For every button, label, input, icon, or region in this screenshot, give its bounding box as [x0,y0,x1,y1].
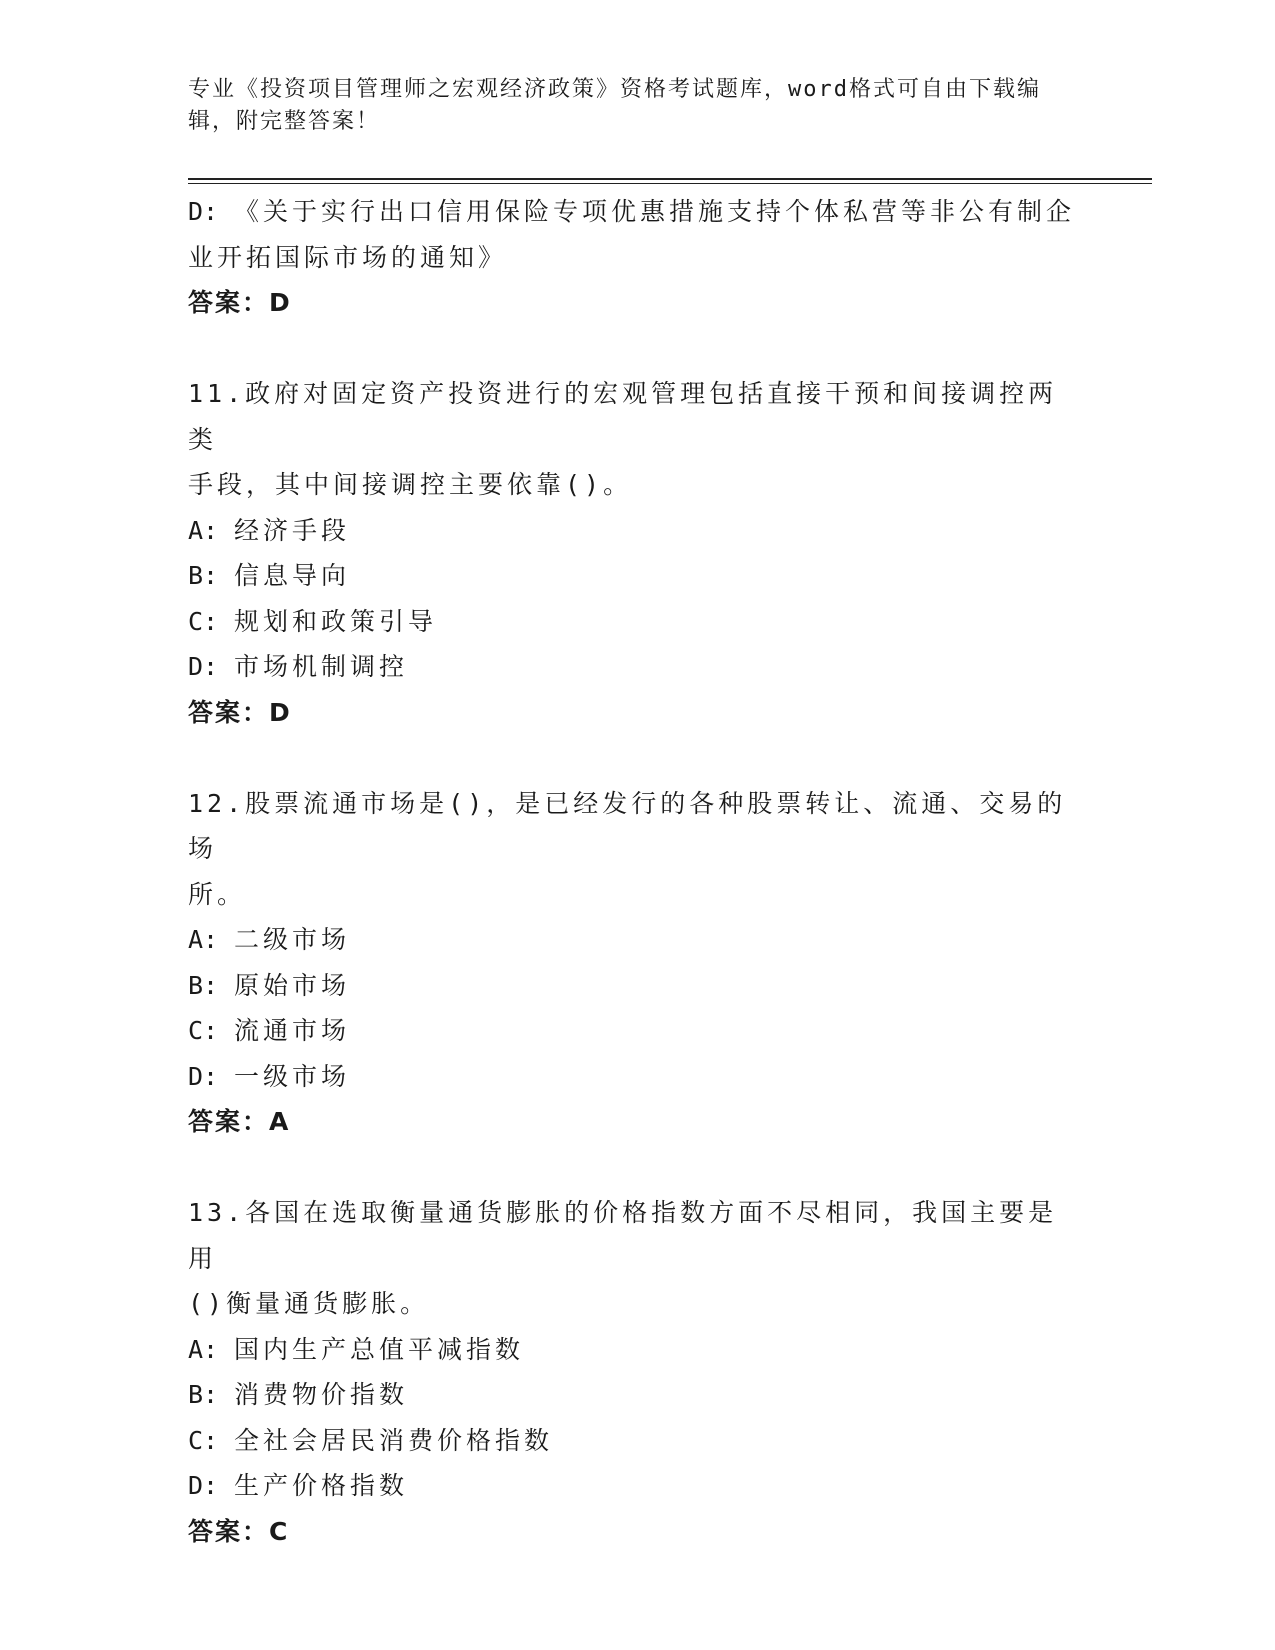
option-d [188,1463,1078,1509]
question-stem-continued: 所。 [188,879,247,909]
prev-option-d [188,189,1078,235]
option-text: 经济手段 [234,515,351,545]
option-a [188,917,1078,963]
option-text: 《关于实行出口信用保险专项优惠措施支持个体私营等非公有制企 [234,197,1076,226]
option-text: 市场机制调控 [234,652,409,681]
option-label: B: [188,970,219,1000]
option-c [188,1008,1078,1054]
option-text: 国内生产总值平减指数 [234,1334,525,1364]
option-label: C: [188,606,219,636]
option-b [188,1372,1078,1418]
spacer [188,735,1078,781]
option-text: 原始市场 [234,970,351,1000]
option-d [188,644,1078,690]
option-label: D: [188,1061,219,1091]
option-label: C: [188,1425,219,1455]
answer-line: 答案：A [188,1107,291,1136]
option-b [188,553,1078,599]
option-a [188,1327,1078,1373]
option-label: B: [188,561,219,590]
option-label: A: [188,925,219,954]
option-c [188,599,1078,645]
option-text: 二级市场 [234,925,351,954]
option-text: 流通市场 [234,1016,351,1045]
question-stem-continued: ()衡量通货膨胀。 [188,1289,430,1318]
option-text: 生产价格指数 [234,1471,409,1500]
option-b [188,963,1078,1009]
option-a [188,508,1078,554]
prev-option-d-continued: 业开拓国际市场的通知》 [188,242,508,272]
option-label: A: [188,515,219,545]
spacer [188,1145,1078,1191]
question-stem: 13.各国在选取衡量通货膨胀的价格指数方面不尽相同，我国主要是用 [188,1198,1058,1273]
option-label: D: [188,197,219,226]
question-stem: 12.股票流通市场是()，是已经发行的各种股票转让、流通、交易的场 [188,788,1067,863]
option-text: 信息导向 [234,561,351,590]
option-text: 一级市场 [234,1061,351,1091]
option-label: D: [188,652,219,681]
option-text: 消费物价指数 [234,1380,409,1409]
answer-line: 答案：D [188,697,292,727]
header-divider-thick [188,178,1152,180]
option-text: 规划和政策引导 [234,606,438,636]
question-stem: 11.政府对固定资产投资进行的宏观管理包括直接干预和间接调控两类 [188,379,1058,454]
question-content [188,189,1078,1554]
option-d [188,1054,1078,1100]
option-label: D: [188,1471,219,1500]
page-header: 专业《投资项目管理师之宏观经济政策》资格考试题库，word格式可自由下载编辑，附完整答案！ [188,77,1041,134]
header-divider-thin [188,183,1152,184]
answer-line: 答案：C [188,1516,290,1546]
question-stem-continued: 手段，其中间接调控主要依靠()。 [188,470,633,499]
option-c [188,1418,1078,1464]
answer-line: 答案：D [188,288,292,317]
option-text: 全社会居民消费价格指数 [234,1425,554,1455]
option-label: C: [188,1016,219,1045]
option-label: B: [188,1380,219,1409]
option-label: A: [188,1334,219,1364]
spacer [188,326,1078,372]
